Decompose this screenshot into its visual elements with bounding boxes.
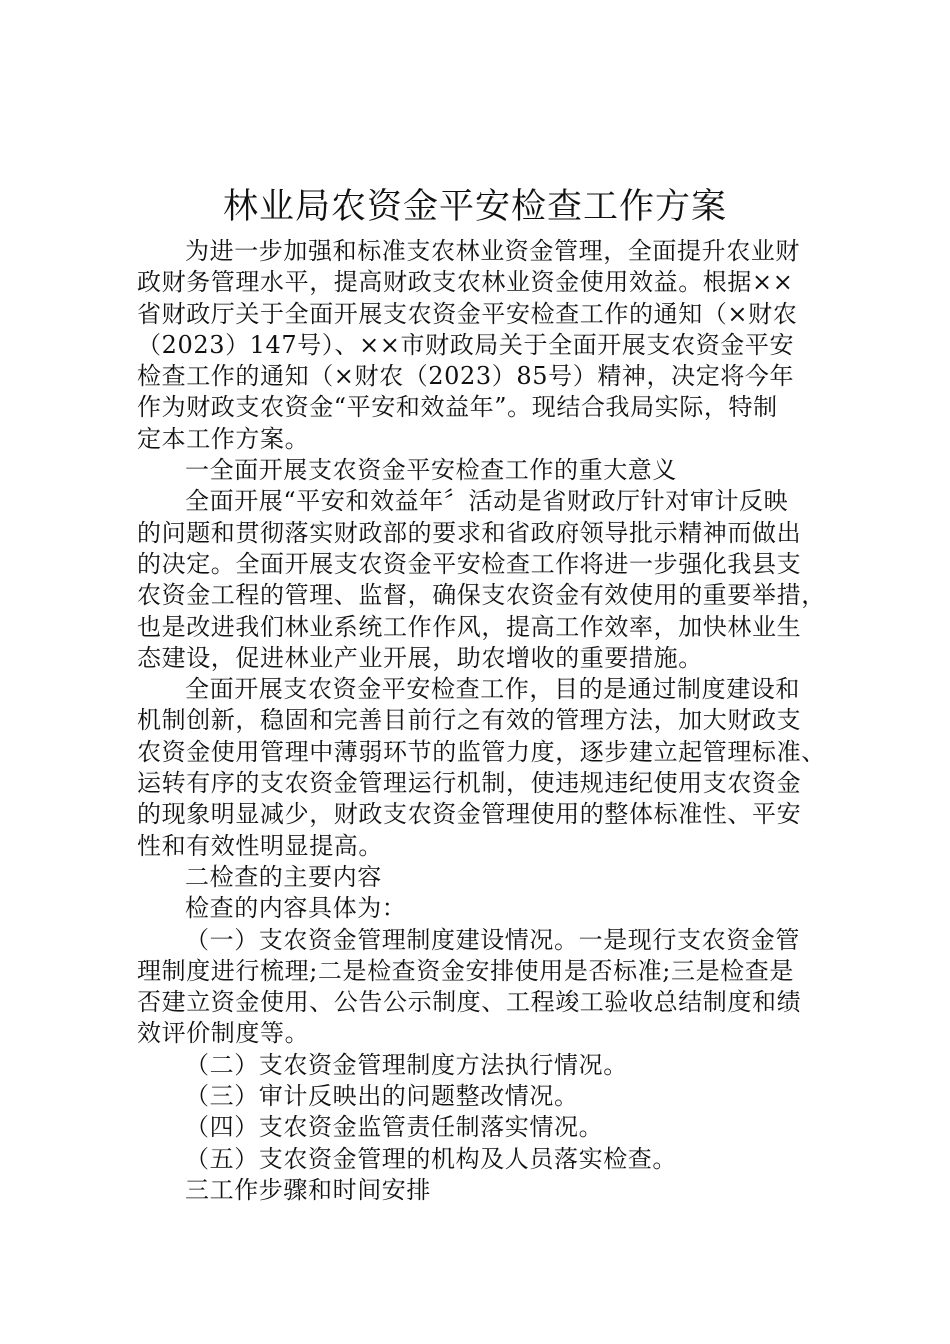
text-line: （一）支农资金管理制度建设情况。一是现行支农资金管 — [185, 925, 800, 954]
text-line: 一全面开展支农资金平安检查工作的重大意义 — [185, 456, 677, 485]
text-line: 全面开展“平安和效益年〞活动是省财政厅针对审计反映 — [185, 487, 789, 516]
text-line: 二检查的主要内容 — [185, 862, 382, 891]
text-line: 的现象明显减少，财政支农资金管理使用的整体标准性、平安 — [137, 800, 802, 829]
text-line: 定本工作方案。 — [137, 424, 310, 453]
text-line: 作为财政支农资金“平安和效益年”。现结合我局实际，特制 — [137, 393, 778, 422]
text-line: （三）审计反映出的问题整改情况。 — [185, 1082, 579, 1111]
document-body — [137, 236, 826, 1206]
text-line: 检查工作的通知（×财农（2023）85号）精神，决定将今年 — [137, 362, 795, 391]
text-line: 性和有效性明显提高。 — [137, 831, 383, 860]
text-line: 也是改进我们林业系统工作作风，提高工作效率，加快林业生 — [137, 612, 802, 641]
text-line: （五）支农资金管理的机构及人员落实检查。 — [185, 1144, 677, 1173]
text-line: （四）支农资金监管责任制落实情况。 — [185, 1113, 604, 1142]
text-line: 理制度进行梳理;二是检查资金安排使用是否标准;三是检查是 — [137, 956, 794, 985]
text-line: 农资金工程的管理、监督，确保支农资金有效使用的重要举措， — [137, 581, 826, 610]
text-line: 的决定。全面开展支农资金平安检查工作将进一步强化我县支 — [137, 549, 802, 578]
text-line: 全面开展支农资金平安检查工作，目的是通过制度建设和 — [185, 675, 800, 704]
text-line: 运转有序的支农资金管理运行机制，使违规违纪使用支农资金 — [137, 769, 802, 798]
text-line: 的问题和贯彻落实财政部的要求和省政府领导批示精神而做出 — [137, 518, 802, 547]
text-line: 三工作步骤和时间安排 — [185, 1175, 431, 1204]
text-line: 机制创新，稳固和完善目前行之有效的管理方法，加大财政支 — [137, 706, 802, 735]
text-line: 农资金使用管理中薄弱环节的监管力度，逐步建立起管理标准、 — [137, 737, 826, 766]
text-line: 政财务管理水平，提高财政支农林业资金使用效益。根据×× — [137, 268, 794, 297]
document-title: 林业局农资金平安检查工作方案 — [222, 187, 727, 227]
text-line: 效评价制度等。 — [137, 1019, 310, 1048]
text-line: 否建立资金使用、公告公示制度、工程竣工验收总结制度和绩 — [137, 988, 802, 1017]
text-line: （二）支农资金管理制度方法执行情况。 — [185, 1050, 628, 1079]
text-line: 态建设，促进林业产业开展，助农增收的重要措施。 — [137, 643, 703, 672]
text-line: 省财政厅关于全面开展支农资金平安检查工作的通知（×财农 — [137, 299, 798, 328]
text-line: （2023）147号）、××市财政局关于全面开展支农资金平安 — [137, 330, 795, 359]
text-line: 为进一步加强和标准支农林业资金管理，全面提升农业财 — [185, 237, 800, 265]
text-line: 检查的内容具体为： — [185, 894, 407, 923]
